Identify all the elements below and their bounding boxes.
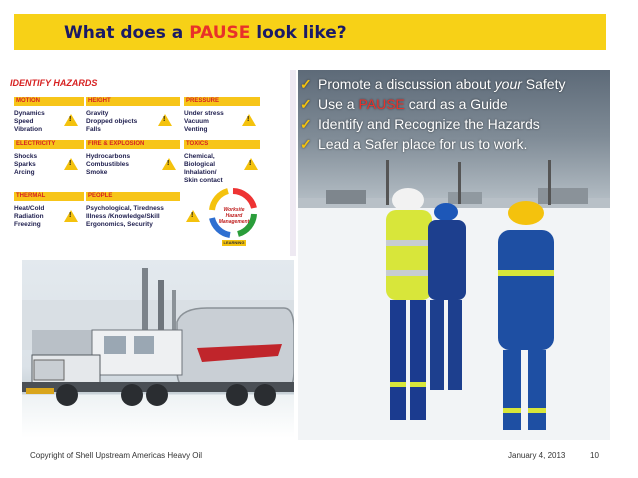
warning-triangle-icon: !: [242, 114, 256, 126]
hazard-item: Venting: [184, 126, 208, 133]
category-items: [86, 153, 130, 177]
hazard-item: Freezing: [14, 221, 41, 228]
footer-date: January 4, 2013: [508, 451, 566, 460]
hazard-item: Gravity: [86, 110, 109, 117]
bullet-item: [300, 94, 565, 114]
hazard-item: Arcing: [14, 169, 35, 176]
card-heading: IDENTIFY HAZARDS: [10, 78, 98, 88]
category-items: [86, 110, 137, 134]
title-prefix: What does a: [64, 23, 190, 43]
hazard-item: Dynamics: [14, 110, 45, 117]
category-label: MOTION: [14, 97, 84, 106]
bullet-item: [300, 114, 565, 134]
truck-photo: [22, 260, 294, 438]
hazard-item: Shocks: [14, 153, 38, 160]
category-label: PEOPLE: [86, 192, 180, 201]
category-label: HEIGHT: [86, 97, 180, 106]
bullet-tail: Safety: [521, 76, 566, 92]
hazard-item: Speed: [14, 118, 34, 125]
hazard-item: Biological: [184, 161, 216, 168]
hazard-item: Sparks: [14, 161, 36, 168]
warning-triangle-icon: !: [186, 210, 200, 222]
checkmark-icon: ✓: [300, 116, 312, 132]
warning-triangle-icon: !: [244, 158, 258, 170]
footer-copyright: Copyright of Shell Upstream Americas Heavy Oil: [30, 451, 203, 460]
hazard-item: Under stress: [184, 110, 224, 117]
hazard-item: Vacuum: [184, 118, 209, 125]
category-label: TOXICS: [184, 140, 260, 149]
bullet-text: Use a: [318, 96, 359, 112]
tanker-truck-illustration: [22, 260, 294, 438]
logo-tag: LEARNING: [223, 240, 245, 245]
checkmark-icon: ✓: [300, 136, 312, 152]
category-items: [14, 110, 45, 134]
bullet-text: Promote a discussion about: [318, 76, 495, 92]
page-number: 10: [590, 451, 599, 460]
title-accent: PAUSE: [189, 23, 251, 43]
hazard-item: Inhalation/: [184, 169, 217, 176]
hazard-item: Illness /Knowledge/Skill: [86, 213, 160, 220]
hazard-item: Chemical,: [184, 153, 215, 160]
checkmark-icon: ✓: [300, 76, 312, 92]
category-items: [86, 205, 164, 229]
bullet-item: [300, 74, 565, 94]
hazard-item: Ergonomics, Security: [86, 221, 153, 228]
category-items: [14, 205, 44, 229]
checkmark-icon: ✓: [300, 96, 312, 112]
bullet-tail: card as a Guide: [404, 96, 508, 112]
hazard-item: Heat/Cold: [14, 205, 45, 212]
category-label: ELECTRICITY: [14, 140, 84, 149]
category-items: [184, 110, 224, 134]
hazard-item: Skin contact: [184, 177, 223, 184]
warning-triangle-icon: !: [158, 114, 172, 126]
category-label: THERMAL: [14, 192, 84, 201]
warning-triangle-icon: !: [162, 158, 176, 170]
title-suffix: look like?: [250, 23, 347, 43]
warning-triangle-icon: !: [64, 158, 78, 170]
category-items: [14, 153, 37, 177]
bullet-item: [300, 134, 565, 154]
bullet-text: Lead a Safer place for us to work.: [318, 136, 528, 152]
category-label: PRESSURE: [184, 97, 260, 106]
warning-triangle-icon: !: [64, 114, 78, 126]
warning-triangle-icon: !: [64, 210, 78, 222]
hazard-item: Smoke: [86, 169, 108, 176]
hazard-item: Vibration: [14, 126, 43, 133]
hazard-item: Dropped objects: [86, 118, 138, 125]
hazard-item: Hydrocarbons: [86, 153, 131, 160]
slide-title: [64, 23, 347, 43]
bullet-accent: PAUSE: [358, 96, 405, 112]
logo-text: Worksite Hazard Management: [218, 207, 250, 225]
hazard-item: Falls: [86, 126, 101, 133]
hazard-item: Psychological, Tiredness: [86, 205, 164, 212]
bullet-italic: your: [494, 76, 522, 92]
bullet-list: [300, 74, 565, 154]
hazard-item: Radiation: [14, 213, 44, 220]
bullet-text: Identify and Recognize the Hazards: [318, 116, 540, 132]
category-label: FIRE & EXPLOSION: [86, 140, 180, 149]
hazard-item: Combustibles: [86, 161, 129, 168]
category-items: [184, 153, 223, 185]
